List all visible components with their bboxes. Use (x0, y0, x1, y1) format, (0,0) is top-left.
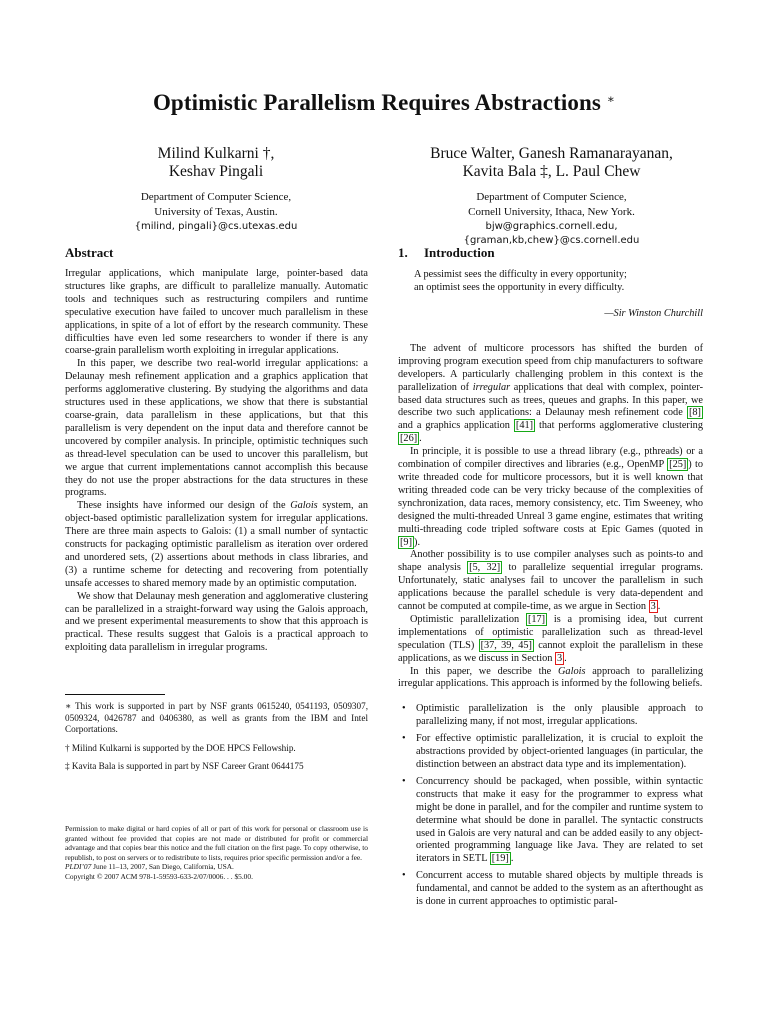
title-footnote-mark: ∗ (606, 92, 616, 106)
conference-line: PLDI’07 June 11–13, 2007, San Diego, California, USA. (65, 862, 234, 871)
epigraph-author: —Sir Winston Churchill (604, 308, 703, 319)
epigraph: A pessimist sees the difficulty in every opportunity; an optimist sees the opportunity in every difficulty. (414, 269, 627, 293)
copyright-line: Copyright © 2007 ACM 978-1-59593-633-2/07/0006. . . $5.00. (65, 871, 253, 881)
bullet-icon: • (402, 733, 406, 745)
author-names-line1: Milind Kulkarni †, (157, 145, 275, 162)
bullet-icon: • (402, 870, 406, 882)
footnote: † Milind Kulkarni is supported by the DOE HPCS Fellowship. (65, 742, 296, 753)
title-text: Optimistic Parallelism Requires Abstractions (152, 90, 601, 115)
author-email: {graman,kb,chew}@cs.cornell.edu (463, 235, 640, 246)
abstract-paragraph: These insights have informed our design of the Galois system, an object-based optimistic parallelization system for irregular applications. There are three main aspects to Galois: (1) a small number of syntactic constructs for packaging optimistic parallelism as iteration over ordered and unordered sets, (2) assertions about methods in class libraries, and (3) a runtime scheme for detecting and recovering from potentially unsafe accesses to shared memory made by an optimistic computation. (65, 500, 368, 589)
abstract-paragraph: We show that Delaunay mesh generation and agglomerative clustering can be parallelized in a straight-forward way using the Galois approach, and we present experimental measurements to show that this approach is practical. These results suggest that Galois is a practical approach to exploiting data parallelism in irregular programs. (65, 590, 368, 654)
beliefs-list (398, 703, 703, 909)
right-column (398, 245, 703, 913)
citation-link[interactable]: [26] (400, 433, 418, 445)
list-item: • Concurrent access to mutable shared objects by multiple threads is fundamental, and cannot be added to the system as an afterthought as is done in current approaches to optimistic paral- (402, 870, 703, 908)
citation-link[interactable]: [41] (515, 420, 534, 432)
abstract-paragraph: In this paper, we describe two real-world irregular applications: a Delaunay mesh refinement application and a graphics application that performs agglomerative clustering. By studying the algorithms and data structures used in these applications, we show that there is substantial coarse-grain, data parallelism in these applications, but that this parallelism is very dependent on the input data and therefore cannot be uncovered by compiler analysis. In principle, optimistic techniques such as thread-level speculation can be used to uncover this parallelism, but we argue that current implementations cannot accomplish this because they do not use the proper abstractions for the data structures in these programs. (65, 358, 368, 499)
affiliation-univ: University of Texas, Austin. (154, 206, 278, 218)
citation-link[interactable]: [37, 39, 45] (480, 639, 532, 651)
bullet-icon: • (402, 703, 406, 715)
left-column (65, 245, 368, 655)
affiliation-dept: Department of Computer Science, (140, 191, 292, 203)
permission-text: Permission to make digital or hard copies of all or part of this work for personal or classroom use is granted without fee provided that copies are not made or distributed for profit or commercial advantage and that copies bear this notice and the full citation on the first page. To copy otherwise, to republish, to post on servers or to redistribute to lists, requires prior specific permission and/or a fee. (65, 824, 368, 862)
author-email: bjw@graphics.cornell.edu, (485, 221, 618, 232)
abstract-paragraph: Irregular applications, which manipulate large, pointer-based data structures like graphs, are difficult to parallelize manually. Automatic tools and techniques such as restructuring compilers and runtime speculative execution have failed to uncover much parallelism in these applications, in spite of a lot of effort by the research community. These difficulties have even led some researchers to wonder if there is any coarse-grain parallelism worth exploiting in irregular applications. (65, 268, 368, 357)
body-paragraph: In principle, it is possible to use a thread library (e.g., pthreads) or a combination of compiler directives and libraries (e.g., OpenMP [25] ) to write threaded code for multicore processors, but it is well known that writing threaded code can be very tricky because of the complexities of synchronization, data races, memory consistency, etc. Tim Sweeney, who designed the multi-threaded Unreal 3 game engine, estimates that writing multi-threading code tripled software costs at Epic Games (quoted in [9] ). (398, 446, 704, 548)
citation-link[interactable]: [25] (669, 459, 687, 471)
body-paragraph: Another possibility is to use compiler analyses such as points-to and shape analysis [5, 32] to parallelize sequential irregular programs. Unfortunately, static analyses fail to uncover the parallelism in such applications because the parallel schedule is very data-dependent and cannot be computed at compile-time, as we argue in Section 3 . (398, 549, 703, 613)
affiliation-univ: Cornell University, Ithaca, New York. (468, 206, 635, 218)
list-item: • Optimistic parallelization is the only plausible approach to parallelizing many, if not most, irregular applications. (402, 703, 703, 728)
galois-term: Galois (290, 500, 318, 512)
footnotes (65, 694, 368, 780)
footnote-rule (65, 694, 165, 695)
footnote: ‡ Kavita Bala is supported in part by NSF Career Grant 0644175 (65, 761, 304, 771)
body-paragraph: The advent of multicore processors has shifted the burden of improving program execution speed from chip manufacturers to software developers. A particularly challenging problem in this context is the parallelization of irregular applications that deal with complex, pointer-based data structures such as trees, queues and graphs. In this paper, we describe two such applications: a Delaunay mesh refinement code [8] and a graphics application [41] that performs agglomerative clustering [26] . (398, 342, 703, 445)
bullet-icon: • (402, 775, 406, 787)
author-block-right (400, 145, 703, 248)
section-link[interactable]: 3 (557, 652, 563, 664)
citation-link[interactable]: [17] (527, 613, 546, 625)
section-link[interactable]: 3 (650, 601, 656, 613)
abstract-heading: Abstract (65, 245, 114, 260)
author-email: {milind, pingali}@cs.utexas.edu (134, 221, 298, 232)
list-item: • Concurrency should be packaged, when possible, within syntactic constructs that make it easy for the programmer to express what might be done in parallel, and for the compiler and runtime system to determine what should be done in parallel. The syntactic constructs used in Galois are very natural and can be added easily to any object-oriented programming language like Java. They are related to set iterators in SETL [19] . (402, 775, 703, 865)
body-paragraph: In this paper, we describe the Galois approach to parallelizing irregular applications. This approach is informed by the following beliefs. (398, 665, 703, 690)
author-names-line2: Keshav Pingali (168, 163, 264, 180)
author-names-line1: Bruce Walter, Ganesh Ramanarayanan, (430, 145, 673, 162)
affiliation-dept: Department of Computer Science, (476, 191, 627, 203)
footnote: ∗ This work is supported in part by NSF grants 0615240, 0541193, 0509307, 0509324, 0426787 and 0406380, as well as grants from the IBM and Intel Corportations. (65, 701, 368, 734)
citation-link[interactable]: [9] (400, 536, 413, 548)
paper-title (0, 90, 768, 116)
author-block-left (65, 145, 367, 234)
citation-link[interactable]: [19] (491, 853, 509, 865)
citation-link[interactable]: [5, 32] (469, 562, 501, 574)
permission-notice (65, 824, 368, 881)
list-item: • For effective optimistic parallelization, it is crucial to exploit the abstractions provided by object-oriented languages (in particular, the distinction between an abstract data type and its implementation). (402, 733, 703, 770)
citation-link[interactable]: [8] (688, 407, 701, 419)
body-paragraph: Optimistic parallelization [17] is a promising idea, but current implementations of optimistic parallelization such as thread-level speculation (TLS) [37, 39, 45] cannot exploit the parallelism in these applications, as we discuss in Section 3 . (398, 613, 704, 664)
author-names-line2: Kavita Bala ‡, L. Paul Chew (462, 163, 641, 180)
section-heading: 1. Introduction (398, 245, 495, 260)
